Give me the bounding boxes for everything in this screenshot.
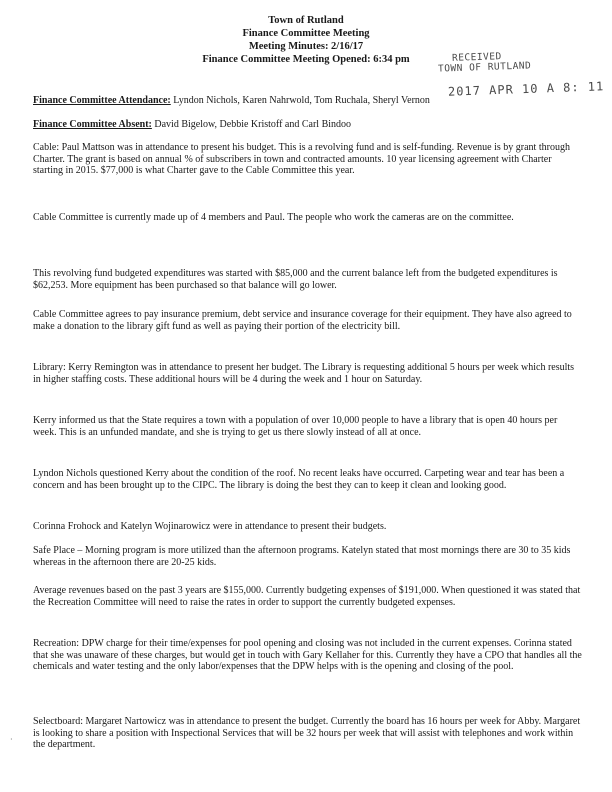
paragraph-recreation-attendance: Corinna Frohock and Katelyn Wojinarowicz were in attendance to present their budgets.: [33, 521, 387, 532]
document-header: [0, 14, 612, 66]
meeting-name: Finance Committee Meeting: [242, 28, 370, 39]
received-stamp-date: 2017 APR 10 A 8: 11: [447, 79, 605, 99]
scan-mark: ·: [10, 735, 13, 744]
paragraph-average-revenues: Average revenues based on the past 3 years are $155,000. Currently budgeting expenses of $191,000. When questioned it was stated that the Recreation Committee will need to raise the rates in order to support the currently budgeted expenses.: [33, 585, 581, 608]
absent-names: David Bigelow, Debbie Kristoff and Carl Bindoo: [154, 119, 352, 130]
meeting-opened-time: Finance Committee Meeting Opened: 6:34 pm: [202, 54, 410, 65]
town-name: Town of Rutland: [268, 15, 344, 26]
absent-line: [33, 119, 581, 131]
paragraph-library-roof: Lyndon Nichols questioned Kerry about the condition of the roof. No recent leaks have occurred. Carpeting wear and tear has been a concern and has been brought up to the CIPC. The library is doing the best they can to keep it clean and looking good.: [33, 468, 565, 491]
paragraph-cable: Cable: Paul Mattson was in attendance to present his budget. This is a revolving fund and is self-funding. Revenue is by grant through Charter. The grant is based on annual % of subscribers in town and contracted amounts. 10 year licensing agreement with Charter starting in 2015. $77,000 is what Charter gave to the Cable Committee this year.: [33, 142, 570, 177]
paragraph-cable-committee: Cable Committee is currently made up of 4 members and Paul. The people who work the cameras are on the committee.: [33, 212, 514, 223]
attendance-names: Lyndon Nichols, Karen Nahrwold, Tom Ruchala, Sheryl Vernon: [173, 95, 430, 106]
paragraph-selectboard: Selectboard: Margaret Nartowicz was in attendance to present the budget. Currently the board has 16 hours per week for Abby. Margaret is looking to share a position with Inspectional Services that will be 32 hours per week that will assist with telephones and work within the department.: [33, 716, 581, 751]
paragraph-library-mandate: Kerry informed us that the State requires a town with a population of over 10,000 people to have a library that is open 40 hours per week. This is an unfunded mandate, and she is trying to get us there slowly instead of all at once.: [33, 415, 558, 438]
paragraph-cable-insurance: Cable Committee agrees to pay insurance premium, debt service and insurance coverage for their equipment. They have also agreed to make a donation to the library gift fund as well as paying their portion of the electricity bill.: [33, 309, 572, 332]
paragraph-safe-place: Safe Place – Morning program is more utilized than the afternoon programs. Katelyn stated that most mornings there are 30 to 35 kids whereas in the afternoon there are 20-25 kids.: [33, 545, 571, 568]
received-stamp: RECEIVED: [451, 51, 502, 64]
attendance-label: Finance Committee Attendance:: [33, 95, 171, 106]
attendance-line: [33, 95, 581, 107]
minutes-date: Meeting Minutes: 2/16/17: [248, 41, 364, 52]
received-stamp-town: TOWN OF RUTLAND: [437, 60, 532, 75]
paragraph-recreation: Recreation: DPW charge for their time/expenses for pool opening and closing was not included in the current expenses. Corinna stated that she was unaware of these charges, but would get in touch with Gary Kellaher for this. Currently they have a CPO that handles all the chemicals and water testing and the only labor/expenses that the DPW helps with is the opening and closing of the pool.: [33, 638, 582, 673]
paragraph-revolving-fund: This revolving fund budgeted expenditures was started with $85,000 and the current balance left from the budgeted expenditures is $62,253. More equipment has been purchased so that balance will go lower.: [33, 268, 558, 291]
paragraph-library: Library: Kerry Remington was in attendance to present her budget. The Library is requesting additional 5 hours per week which results in higher staffing costs. These additional hours will be 4 during the week and 1 hour on Saturday.: [33, 362, 575, 385]
absent-label: Finance Committee Absent:: [33, 119, 152, 130]
